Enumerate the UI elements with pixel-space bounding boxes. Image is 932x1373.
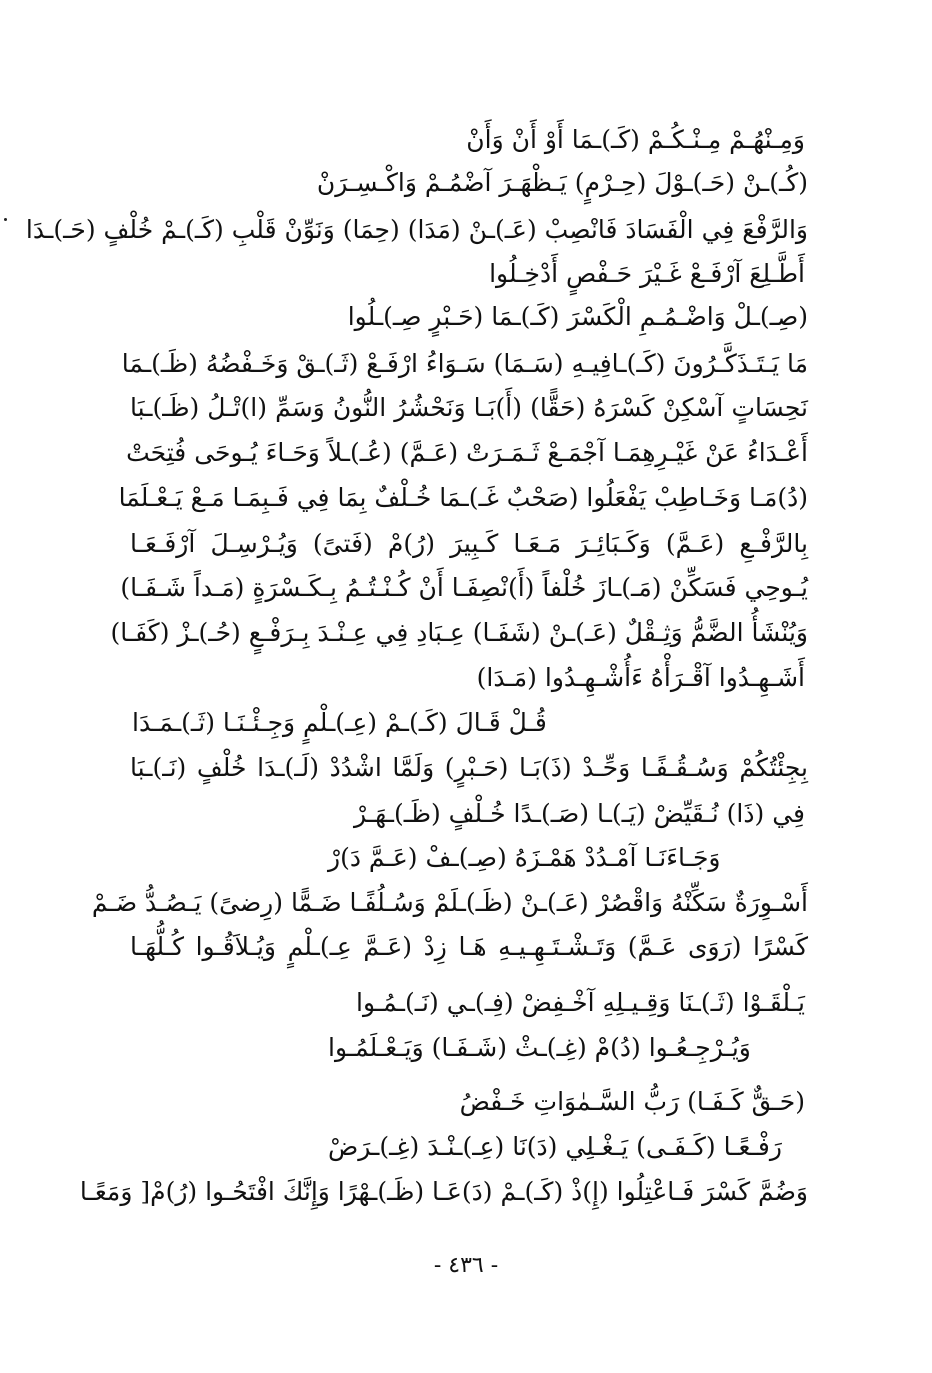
verse-line-23: رَفْـعًـا (كَـفَـى) يَـغْـلِي (دَ)نَا (عِـ)ـنْـدَ (غِـ)ـرَضْ <box>328 1132 782 1161</box>
verse-line-1: وَمِـنْهُـمْ مِـنْـكُـمْ (كَـ)ـمَا أَوْ أَنْ وَأَنْ <box>466 125 805 154</box>
verse-line-12: وَيُنْشَأُ الضَّمُّ وَثِـقْلٌ (عَـ)ـنْ (شَفَـا) عِـبَادِ فِي عِـنْـدَ بِـرَفْـعٍ (حُـ)ـزْ (كَفَـا) <box>110 618 808 647</box>
verse-line-11: يُـوحِي فَسَكِّنْ (مَـ)ـازَ خُلْفاً (أَ)نْصِفَـا أَنْ كُـنْـتُـمُ بِـكَـسْرَةٍ (مَـداً شَـفَـا) <box>120 573 808 602</box>
verse-line-9: (دُ)مَـا وَخَـاطِبْ يَفْعَلُوا (صَحْبٌ غَـ)ـمَا خُـلْفٌ بِمَا فِي فَـبِمَـا مَـعْ يَـعْـلَمَا <box>118 483 808 512</box>
verse-line-2: (كُـ)ـنْ (حَـ)ـوْلَ (حِـرْمٍ) يَـظْهَـرَ آضْمُـمْ وَاكْـسِـرَنْ <box>316 168 808 197</box>
verse-line-24: وَضُمَّ كَسْرَ فَـاعْتِلُوا (إِ)ذْ (كَـ)ـمْ (دَ)عَـا (ظَـ)ـهْرًا وَإِنَّكَ افْتَحُـوا (رُ)مْ[ وَمَعًـا <box>79 1177 808 1206</box>
verse-line-21: وَيُـرْجِـعُـوا (دُ)مْ (غِـ)ـثْ (شَـفَـا) وَيَـعْـلَمُـوا <box>328 1033 751 1062</box>
page-number: - ٤٣٦ - <box>433 1253 499 1278</box>
verse-line-8: أَعْـدَاءُ عَنْ غَيْـرِهِمَـا آجْمَـعْ ثَـمَـرَتْ (عَـمَّ) (عُـ)ـلاً وَحَـاءَ يُـوحَى فُتِحَتْ <box>126 438 808 467</box>
verse-line-22: (حَـقٌّ كَـفَـا) رَبُّ السَّـمٰوَاتِ خَـفْضُ <box>459 1087 805 1116</box>
stray-dot <box>4 218 7 221</box>
verse-line-6: مَا يَـتَـذَكَّـرُونَ (كَـ)ـافِيـهِ (سَـمَا) سَـوَاءُ ارْفَـعْ (ثَـ)ـقْ وَخَـفْضُهُ (ظَـ)ـمَا <box>121 349 808 378</box>
verse-line-15: بِجِئْتُكُمْ وَسُـقُـفًـا وَحِّـدْ (ذَ)بَـا (حَـبْرٍ) وَلَمَّا اشْدُدْ (لَـ)ـدَا خُلْفٍ (نَـ)ـبَا <box>130 753 808 782</box>
verse-line-19: كَسْرًا (رَوَى عَـمَّ) وَتَـشْـتَـهِـيـهِ هَـا زِدْ (عَـمَّ عِـ)ـلْمٍ وَيُـلاَقُـوا كُـلُّهَـا <box>130 932 808 961</box>
verse-line-7: نَحِسَاتٍ آسْكِنْ كَسْرَهُ (حَقًّا) (أَ)بَـا وَنَحْشُرُ النُّونُ وَسَمِّ (ا)تْـلُ (ظَـ)ـبَا <box>130 393 808 422</box>
verse-line-16: فِي (ذَا) نُـقَيِّضْ (يَـ)ـا (صَـ)ـدًا خُـلْفٍ (ظَـ)ـهَـرْ <box>354 799 805 828</box>
verse-line-18: أَسْـوِرَةٌ سَكِّنْهُ وَاقْصُرْ (عَـ)ـنْ (ظَـ)ـلَمْ وَسُـلُفًـا ضَـمًّا (رِضىً) يَـصُـدُّ ضَـمْ <box>91 888 808 917</box>
verse-line-10: بِالرَّفْـعِ (عَـمَّ) وَكَـبَائِـرَ مَـعَـا كَـبِيرَ (رُ)مْ (فَتىً) وَيُـرْسِـلَ آرْفَـعَـا <box>130 529 808 558</box>
verse-line-5: (صِـ)ـلْ وَاضْـمُـمِ الْكَسْرَ (كَـ)ـمَا (حَـبْرٍ صِـ)ـلُوا <box>347 302 808 331</box>
verse-line-3: وَالرَّفْعَ فِي الْفَسَادَ فَانْصِبْ (عَـ)ـنْ (مَدَا) (حِمَا) وَنَوِّنْ قَلْبِ (كَـ)ـمْ خُلْفٍ (حَـ)ـدَا <box>25 215 808 244</box>
verse-line-17: وَجَـاءَنَـا آمْـدُدْ هَمْـزَهُ (صِـ)ـفْ (عَـمَّ دَ)رْ <box>328 843 721 872</box>
verse-line-14: قُـلْ قَـالَ (كَـ)ـمْ (عِـ)ـلْمٍ وَجِـئْـنَـا (ثَـ)ـمَـدَا <box>132 708 547 737</box>
verse-line-13: أَشَـهِـدُوا آقْـرَأْهُ ءَأُشْـهِـدُوا (مَـدَا) <box>476 663 805 692</box>
verse-line-20: يَـلْقَـوْا (ثَـ)ـنَا وَقِـيـلِهِ آخْـفِضْ (فِـ)ـي (نَـ)ـمُـوا <box>356 988 805 1017</box>
verse-line-4: أَطَّـلِعَ آرْفَـعْ غَـيْرَ حَـفْصٍ أَدْخِـلُوا <box>489 259 805 288</box>
